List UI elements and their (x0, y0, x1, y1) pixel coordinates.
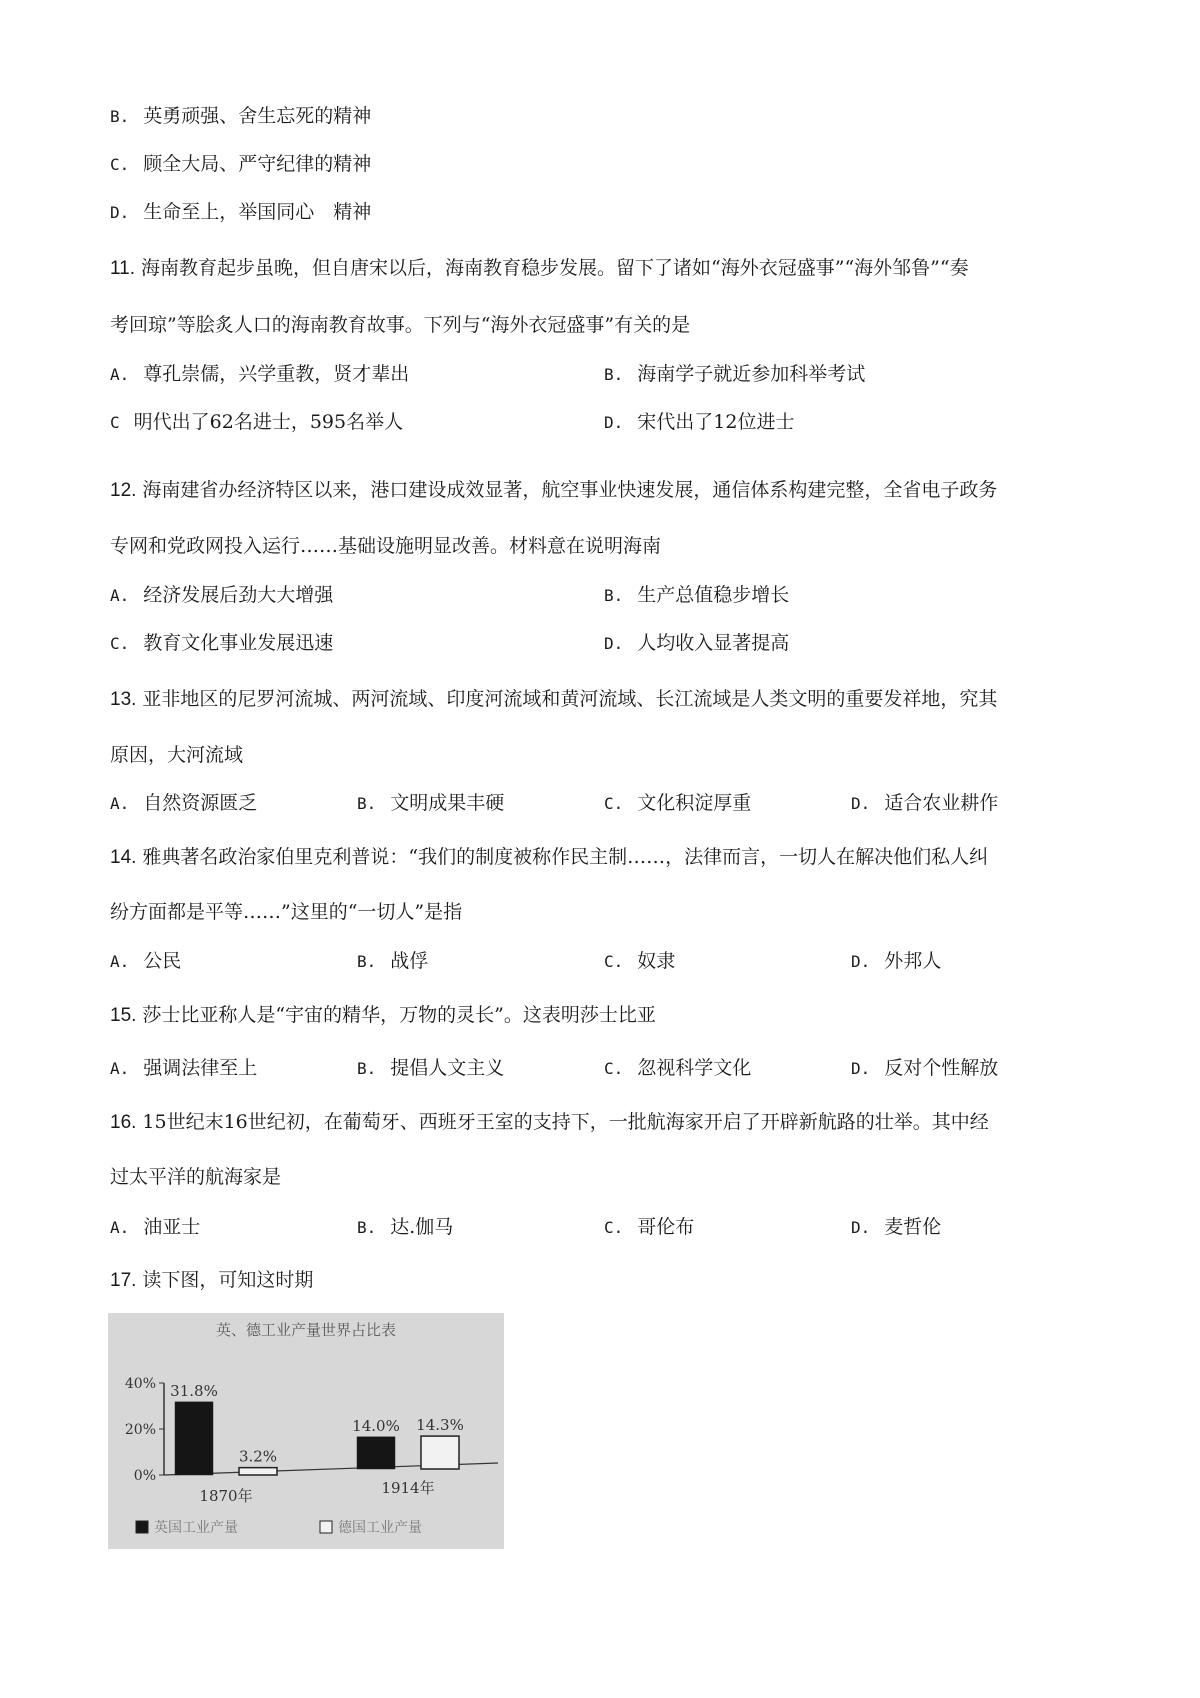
q11-option-b: B. 海南学子就近参加科举考试 (604, 363, 866, 385)
q14-option-a: A. 公民 (110, 950, 182, 972)
q11-option-d: D. 宋代出了12位进士 (604, 411, 795, 433)
question-text: 莎士比亚称人是“宇宙的精华，万物的灵长”。这表明莎士比亚 (142, 1004, 656, 1026)
option-text: 顾全大局、严守纪律的精神 (143, 153, 372, 175)
legend-swatch (320, 1521, 332, 1533)
question-number: 13. (110, 689, 137, 710)
question-text: 亚非地区的尼罗河流城、两河流域、印度河流域和黄河流域、长江流域是人类文明的重要发祥地，究其 (142, 688, 998, 710)
category-labels (199, 1479, 434, 1505)
bar-labels (170, 1382, 464, 1466)
question-number: 11. (110, 258, 136, 279)
q16-option-b: B. 达.伽马 (357, 1216, 454, 1238)
q14-stem-line1 (110, 842, 988, 869)
q16-option-a: A. 油亚士 (110, 1216, 201, 1238)
q15-stem-line1 (110, 1000, 656, 1027)
question-number: 16. (110, 1112, 137, 1133)
q12-option-a: A. 经济发展后劲大大增强 (110, 584, 334, 606)
category-label: 1914年 (381, 1479, 435, 1497)
q13-option-a: A. 自然资源匮乏 (110, 792, 258, 814)
y-ticks (125, 1376, 164, 1484)
q13-stem-line2: 原因，大河流域 (110, 744, 244, 766)
q14-option-c: C. 奴隶 (604, 950, 676, 972)
q12-option-b: B. 生产总值稳步增长 (604, 584, 790, 606)
q15-option-b: B. 提倡人文主义 (357, 1057, 505, 1079)
chart-canvas (108, 1313, 504, 1549)
q10-option-c (110, 149, 371, 176)
q10-option-d (110, 197, 371, 224)
y-tick-label: 0% (133, 1468, 156, 1484)
option-label: B. (110, 107, 130, 126)
industrial-output-chart (108, 1313, 504, 1549)
q12-option-c: C. 教育文化事业发展迅速 (110, 632, 334, 654)
britain-bar-1870年 (175, 1402, 213, 1475)
option-label: C. (110, 155, 130, 174)
q14-option-d: D. 外邦人 (851, 950, 942, 972)
q16-stem-line2: 过太平洋的航海家是 (110, 1166, 282, 1188)
option-text: 生命至上，举国同心 精神 (143, 201, 372, 223)
question-number: 17. (110, 1270, 137, 1291)
option-text: 英勇顽强、舍生忘死的精神 (143, 105, 372, 127)
legend-swatch (136, 1521, 148, 1533)
question-text: 读下图，可知这时期 (142, 1269, 314, 1291)
q14-stem-line2: 纷方面都是平等……”这里的“一切人”是指 (110, 901, 463, 923)
legend-label: 德国工业产量 (338, 1520, 422, 1536)
q12-stem-line1 (110, 475, 997, 502)
germany-bar-1914年 (421, 1436, 459, 1469)
question-number: 14. (110, 847, 137, 868)
bars (175, 1402, 459, 1475)
bar-value-label: 31.8% (170, 1381, 218, 1400)
y-tick-label: 20% (124, 1422, 156, 1438)
britain-bar-1914年 (357, 1437, 395, 1469)
q11-option-c: C 明代出了62名进士，595名举人 (110, 411, 404, 433)
q16-option-d: D. 麦哲伦 (851, 1216, 942, 1238)
category-label: 1870年 (199, 1487, 253, 1505)
bar-value-label: 3.2% (238, 1447, 278, 1466)
q11-option-a: A. 尊孔崇儒，兴学重教，贤才辈出 (110, 363, 410, 385)
bar-value-label: 14.0% (352, 1416, 400, 1435)
chart-title: 英、德工业产量世界占比表 (215, 1321, 397, 1339)
q13-option-d: D. 适合农业耕作 (851, 792, 999, 814)
option-label: D. (110, 203, 130, 222)
q12-stem-line2: 专网和党政网投入运行……基础设施明显改善。材料意在说明海南 (110, 535, 662, 557)
germany-bar-1870年 (239, 1468, 277, 1475)
q12-option-d: D. 人均收入显著提高 (604, 632, 790, 654)
q13-option-b: B. 文明成果丰硬 (357, 792, 505, 814)
q14-option-b: B. 战俘 (357, 950, 429, 972)
question-text: 海南建省办经济特区以来，港口建设成效显著，航空事业快速发展，通信体系构建完整，全省电子政务 (142, 479, 998, 501)
q17-stem-line1 (110, 1265, 313, 1292)
q15-option-d: D. 反对个性解放 (851, 1057, 999, 1079)
bar-value-label: 14.3% (416, 1416, 464, 1435)
q16-stem-line1 (110, 1107, 989, 1134)
question-number: 15. (110, 1005, 137, 1026)
question-text: 15世纪末16世纪初，在葡萄牙、西班牙王室的支持下，一批航海家开启了开辟新航路的壮举。其中经 (142, 1111, 989, 1133)
legend-label: 英国工业产量 (154, 1520, 238, 1536)
question-number: 12. (110, 480, 137, 501)
question-text: 雅典著名政治家伯里克利普说：“我们的制度被称作民主制……，法律而言，一切人在解决他们私人纠 (142, 846, 989, 868)
q15-option-a: A. 强调法律至上 (110, 1057, 258, 1079)
q13-stem-line1 (110, 684, 997, 711)
y-tick-label: 40% (124, 1376, 156, 1392)
q11-stem-line2: 考回琼”等脍炙人口的海南教育故事。下列与“海外衣冠盛事”有关的是 (110, 314, 691, 336)
question-text: 海南教育起步虽晚，但自唐宋以后，海南教育稳步发展。留下了诸如“海外衣冠盛事”“海外邹鲁”“奏 (141, 257, 969, 279)
q11-stem-line1 (110, 253, 969, 280)
q10-option-b (110, 101, 371, 128)
q15-option-c: C. 忽视科学文化 (604, 1057, 752, 1079)
chart-legend (136, 1519, 422, 1536)
q13-option-c: C. 文化积淀厚重 (604, 792, 752, 814)
q16-option-c: C. 哥伦布 (604, 1216, 695, 1238)
